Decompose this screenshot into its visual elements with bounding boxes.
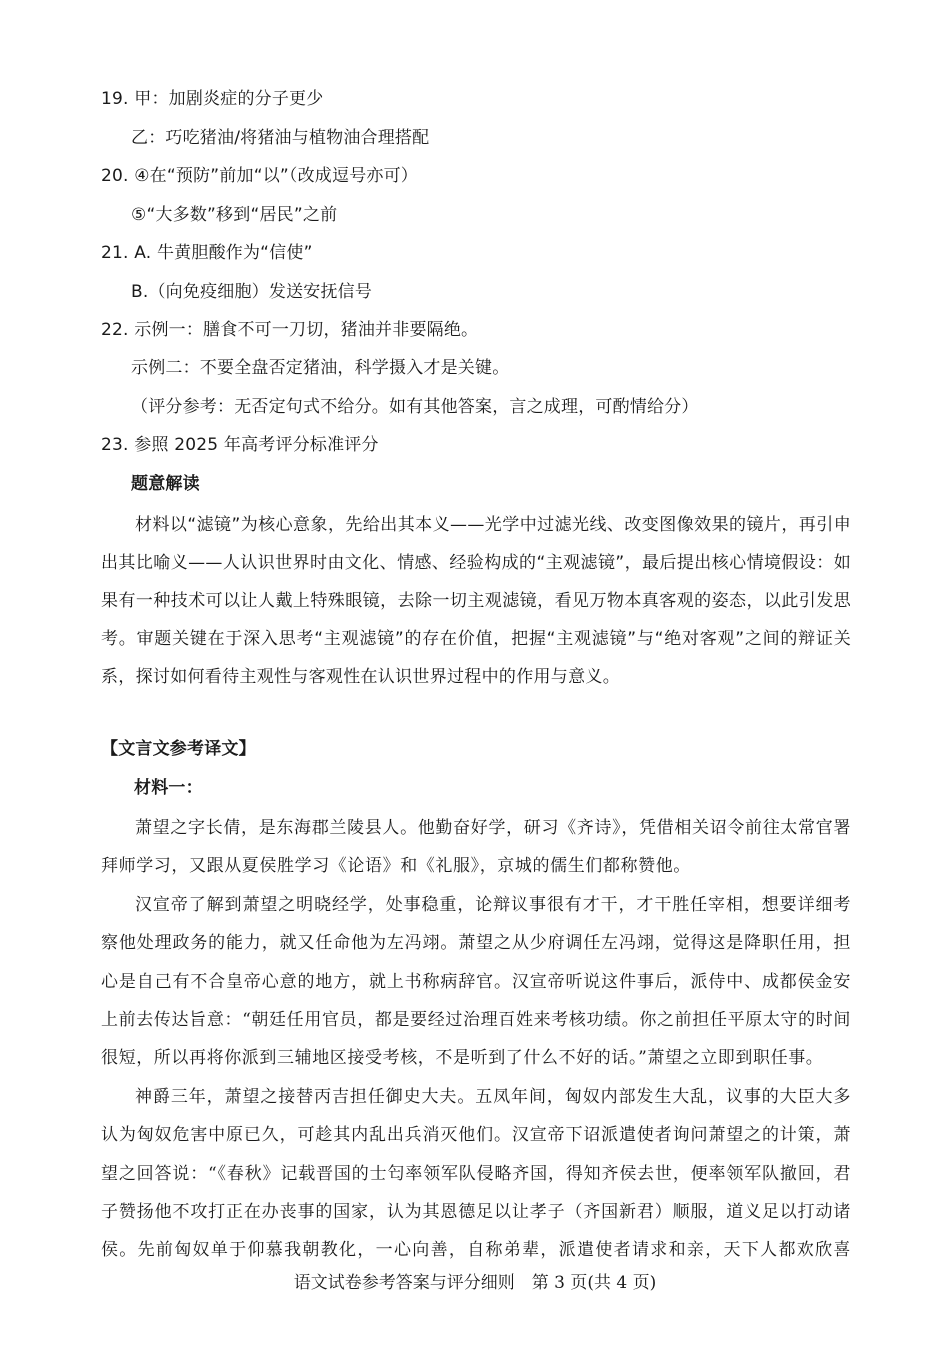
- answer-21-b: B.（向免疫细胞）发送安抚信号: [131, 282, 373, 302]
- answer-20-b: ⑤“大多数”移到“居民”之前: [131, 205, 338, 225]
- answer-19-a: 19. 甲：加剧炎症的分子更少: [101, 89, 324, 109]
- answer-23: 23. 参照 2025 年高考评分标准评分: [101, 435, 379, 455]
- answer-20-a: 20. ④在“预防”前加“以”（改成逗号亦可）: [101, 166, 419, 186]
- answer-19-b: 乙：巧吃猪油/将猪油与植物油合理搭配: [131, 128, 430, 148]
- answer-21-a: 21. A. 牛黄胆酸作为“信使”: [101, 243, 313, 263]
- translation-paragraph-2: 汉宣帝了解到萧望之明晓经学，处事稳重，论辩议事很有才干，才干胜任宰相，想要详细考察他处理政务的能力，就又任命他为左冯翊。萧望之从少府调任左冯翊，觉得这是降职任用，担心是自己有不合皇帝心意的地方，就上书称病辞官。汉宣帝听说这件事后，派侍中、成都侯金安上前去传达旨意：“朝廷任用官员，都是要经过治理百姓来考核功绩。你之前担任平原太守的时间很短，所以再将你派到三辅地区接受考核，不是听到了什么不好的话。”萧望之立即到职任事。: [101, 895, 851, 1069]
- translation-heading: 【文言文参考译文】: [101, 739, 256, 759]
- translation-paragraph-1: 萧望之字长倩，是东海郡兰陵县人。他勤奋好学，研习《齐诗》，凭借相关诏令前往太常官署拜师学习，又跟从夏侯胜学习《论语》和《礼服》，京城的儒生们都称赞他。: [101, 818, 851, 877]
- topic-heading: 题意解读: [131, 474, 200, 494]
- material-one-label: 材料一：: [134, 778, 203, 798]
- answer-22-a: 22. 示例一：膳食不可一刀切，猪油并非要隔绝。: [101, 320, 479, 340]
- answer-22-b: 示例二：不要全盘否定猪油，科学摄入才是关键。: [131, 358, 510, 378]
- page-footer: 语文试卷参考答案与评分细则 第 3 页(共 4 页): [293, 1273, 657, 1293]
- translation-paragraph-3: 神爵三年，萧望之接替丙吉担任御史大夫。五凤年间，匈奴内部发生大乱，议事的大臣大多认为匈奴危害中原已久，可趁其内乱出兵消灭他们。汉宣帝下诏派遣使者询问萧望之的计策，萧望之回答说：“《春秋》记载晋国的士匄率领军队侵略齐国，得知齐侯去世，便率领军队撤回，君子赞扬他不攻打正在办丧事的国家，认为其恩德足以让孝子（齐国新君）顺服，道义足以打动诸侯。先前匈奴单于仰慕我朝教化，一心向善，自称弟辈，派遣使者请求和亲，天下人都欢欣喜: [101, 1087, 851, 1261]
- topic-body: 材料以“滤镜”为核心意象，先给出其本义——光学中过滤光线、改变图像效果的镜片，再引申出其比喻义——人认识世界时由文化、情感、经验构成的“主观滤镜”，最后提出核心情境假设：如果有一种技术可以让人戴上特殊眼镜，去除一切主观滤镜，看见万物本真客观的姿态，以此引发思考。审题关键在于深入思考“主观滤镜”的存在价值，把握“主观滤镜”与“绝对客观”之间的辩证关系，探讨如何看待主观性与客观性在认识世界过程中的作用与意义。: [101, 515, 851, 687]
- answer-22-scoring-note: （评分参考：无否定句式不给分。如有其他答案，言之成理，可酌情给分）: [131, 397, 699, 417]
